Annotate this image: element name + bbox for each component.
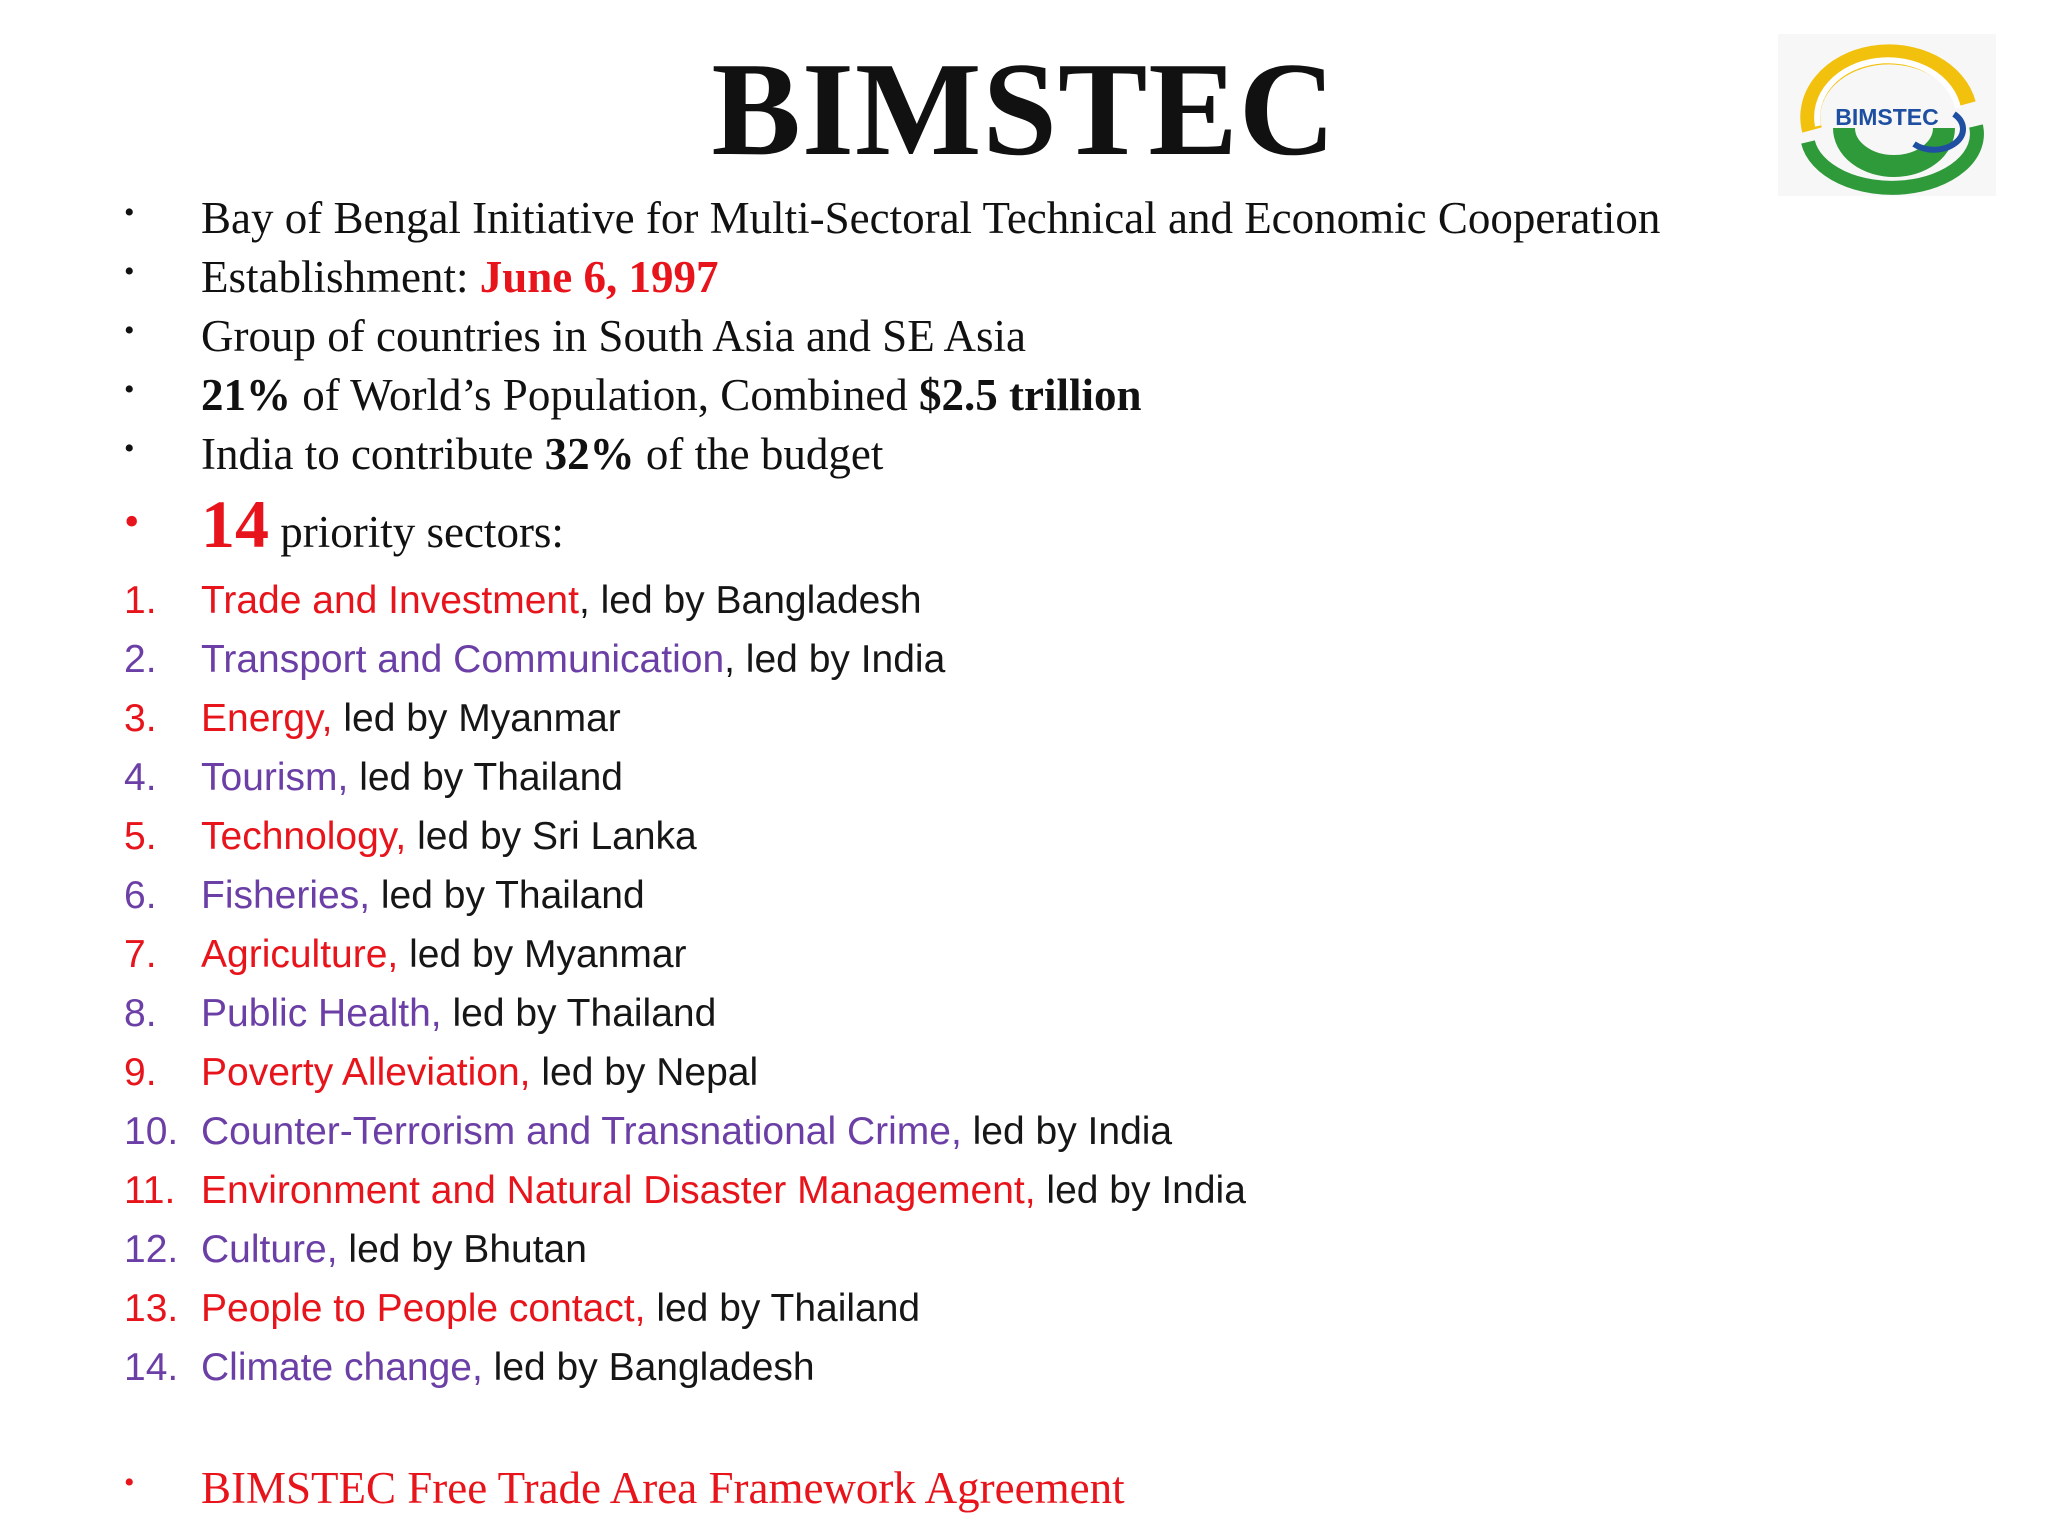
list-number: 6. [124, 874, 157, 917]
fta-text: BIMSTEC Free Trade Area Framework Agreement [201, 1463, 1125, 1513]
sector-count-label: priority sectors: [269, 507, 564, 557]
logo-text: BIMSTEC [1835, 104, 1939, 130]
bullet-dot-icon: • [124, 314, 135, 347]
list-number: 13. [124, 1287, 179, 1330]
sector-count: 14 [201, 486, 269, 562]
sector-lead: led by India [1035, 1169, 1246, 1212]
population-text: of World’s Population, Combined [291, 370, 920, 420]
bullet-text: Bay of Bengal Initiative for Multi-Sectoral Technical and Economic Cooperation [201, 193, 1661, 243]
list-number: 7. [124, 933, 157, 976]
sector-lead: led by Myanmar [332, 697, 621, 740]
budget-post: of the budget [634, 429, 884, 479]
establishment-label: Establishment: [201, 252, 480, 302]
sector-name: Counter-Terrorism and Transnational Crime, [201, 1110, 962, 1153]
sector-name: Public Health, [201, 992, 442, 1035]
sector-name: Transport and Communication [201, 638, 725, 681]
sector-name: Technology, [201, 815, 407, 858]
sector-name: Fisheries, [201, 874, 371, 917]
bullet-dot-icon: • [124, 1466, 135, 1499]
sector-name: Poverty Alleviation, [201, 1051, 531, 1094]
bullet-dot-icon: • [124, 432, 135, 465]
list-number: 1. [124, 579, 157, 622]
list-number: 5. [124, 815, 157, 858]
sector-name: Agriculture, [201, 933, 399, 976]
list-number: 9. [124, 1051, 157, 1094]
sector-lead: led by Myanmar [398, 933, 687, 976]
sector-lead: led by Thailand [370, 874, 645, 917]
sector-lead: , led by India [724, 638, 946, 681]
sector-name: People to People contact, [201, 1287, 646, 1330]
list-number: 11. [124, 1169, 176, 1212]
list-number: 4. [124, 756, 157, 799]
sector-name: Trade and Investment [201, 579, 579, 622]
sector-lead: led by Thailand [348, 756, 623, 799]
bullet-dot-icon: • [124, 497, 140, 546]
combined-gdp: $2.5 trillion [919, 370, 1142, 420]
budget-share: 32% [544, 429, 635, 479]
list-number: 2. [124, 638, 157, 681]
list-number: 3. [124, 697, 157, 740]
establishment-date: June 6, 1997 [479, 252, 719, 302]
bullet-text: Group of countries in South Asia and SE Asia [201, 311, 1026, 361]
sector-name: Culture, [201, 1228, 338, 1271]
sector-lead: led by Thailand [441, 992, 717, 1035]
list-number: 10. [124, 1110, 179, 1153]
list-number: 14. [124, 1346, 179, 1389]
bullet-dot-icon: • [124, 196, 135, 229]
list-number: 8. [124, 992, 157, 1035]
sector-lead: led by Sri Lanka [406, 815, 697, 858]
budget-pre: India to contribute [201, 429, 545, 479]
page-title: BIMSTEC [711, 35, 1337, 183]
sector-name: Energy, [201, 697, 333, 740]
sector-name: Environment and Natural Disaster Management, [201, 1169, 1036, 1212]
sector-lead: led by Nepal [530, 1051, 759, 1094]
sector-lead: led by Thailand [645, 1287, 921, 1330]
sector-lead: , led by Bangladesh [578, 579, 922, 622]
sector-name: Climate change, [201, 1346, 483, 1389]
bullet-dot-icon: • [124, 255, 135, 288]
sector-lead: led by Bangladesh [482, 1346, 815, 1389]
list-number: 12. [124, 1228, 179, 1271]
bimstec-logo [1778, 34, 1996, 196]
bullet-dot-icon: • [124, 373, 135, 406]
sector-lead: led by India [961, 1110, 1173, 1153]
sector-lead: led by Bhutan [337, 1228, 587, 1271]
population-share: 21% [201, 370, 291, 420]
sector-name: Tourism, [201, 756, 349, 799]
